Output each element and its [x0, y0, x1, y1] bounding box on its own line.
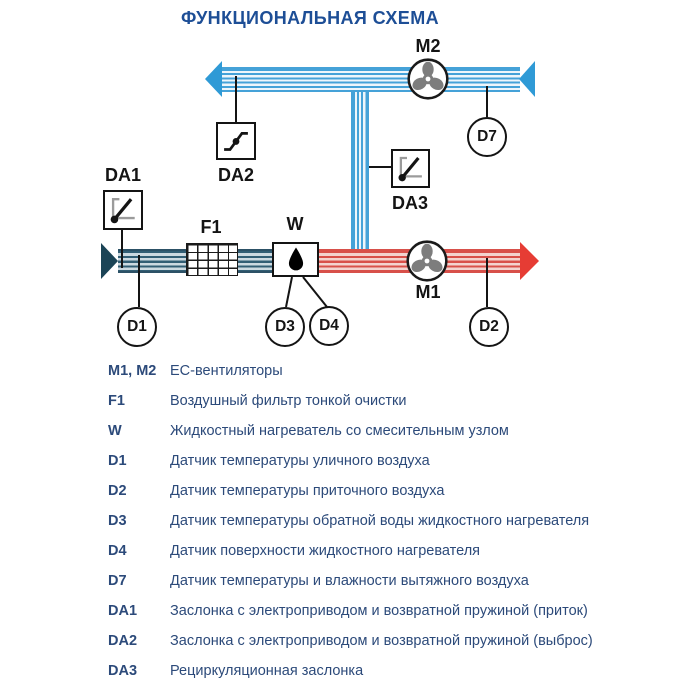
legend-row: [108, 506, 668, 536]
actuator-damper-icon: [218, 124, 254, 158]
legend-desc: Датчик температуры и влажности вытяжного воздуха: [170, 573, 529, 589]
legend-desc: Рециркуляционная заслонка: [170, 663, 364, 679]
legend-row: [108, 566, 668, 596]
legend-desc: Датчик поверхности жидкостного нагревателя: [170, 543, 481, 559]
legend-row: [108, 596, 668, 626]
legend-desc: Датчик температуры обратной воды жидкостного нагревателя: [170, 513, 590, 529]
damper-da2-label: DA2: [217, 165, 254, 185]
legend-key: DA1: [108, 603, 138, 619]
legend-row: [108, 356, 668, 386]
water-drop-icon: [286, 246, 306, 274]
fan-m2-label: M2: [415, 36, 441, 56]
legend-key: W: [108, 423, 122, 439]
sensor-d2: D2: [469, 307, 509, 347]
legend-desc: Датчик температуры уличного воздуха: [170, 453, 430, 469]
damper-da2-box: [216, 122, 256, 160]
legend-key: D2: [108, 483, 127, 499]
damper-da1-label: DA1: [104, 165, 141, 185]
legend-row: [108, 416, 668, 446]
legend-key: F1: [108, 393, 125, 409]
legend-row: [108, 656, 668, 686]
legend-row: [108, 476, 668, 506]
page-title: ФУНКЦИОНАЛЬНАЯ СХЕМА: [181, 8, 439, 28]
legend: [108, 356, 668, 686]
spring-return-damper-icon: [393, 151, 428, 186]
sensor-d1: D1: [117, 307, 157, 347]
fan-m2-icon: [407, 58, 449, 100]
damper-da1-box: [103, 190, 143, 230]
legend-row: [108, 446, 668, 476]
legend-desc: Датчик температуры приточного воздуха: [170, 483, 445, 499]
damper-da3-box: [391, 149, 430, 188]
legend-desc: EC-вентиляторы: [170, 363, 283, 379]
fan-m1-icon: [406, 240, 448, 282]
legend-desc: Заслонка с электроприводом и возвратной пружиной (выброс): [170, 633, 593, 649]
legend-row: [108, 536, 668, 566]
spring-return-damper-icon: [105, 192, 141, 228]
legend-row: [108, 626, 668, 656]
legend-desc: Воздушный фильтр тонкой очистки: [170, 393, 407, 409]
sensor-d7: D7: [467, 117, 507, 157]
legend-key: D4: [108, 543, 127, 559]
legend-desc: Жидкостный нагреватель со смесительным узлом: [170, 423, 509, 439]
legend-key: DA2: [108, 633, 138, 649]
filter-label: F1: [200, 217, 222, 237]
water-heater-box: [272, 242, 319, 277]
sensor-d4: D4: [309, 306, 349, 346]
fan-m1-label: M1: [415, 282, 441, 302]
legend-key: M1, M2: [108, 363, 157, 379]
legend-key: DA3: [108, 663, 138, 679]
filter-grid-icon: [186, 243, 238, 276]
legend-row: [108, 386, 668, 416]
legend-desc: Заслонка с электроприводом и возвратной пружиной (приток): [170, 603, 588, 619]
sensor-d3: D3: [265, 307, 305, 347]
damper-da3-label: DA3: [391, 193, 428, 213]
heater-label: W: [286, 214, 304, 234]
legend-key: D3: [108, 513, 127, 529]
legend-key: D7: [108, 573, 127, 589]
legend-key: D1: [108, 453, 127, 469]
